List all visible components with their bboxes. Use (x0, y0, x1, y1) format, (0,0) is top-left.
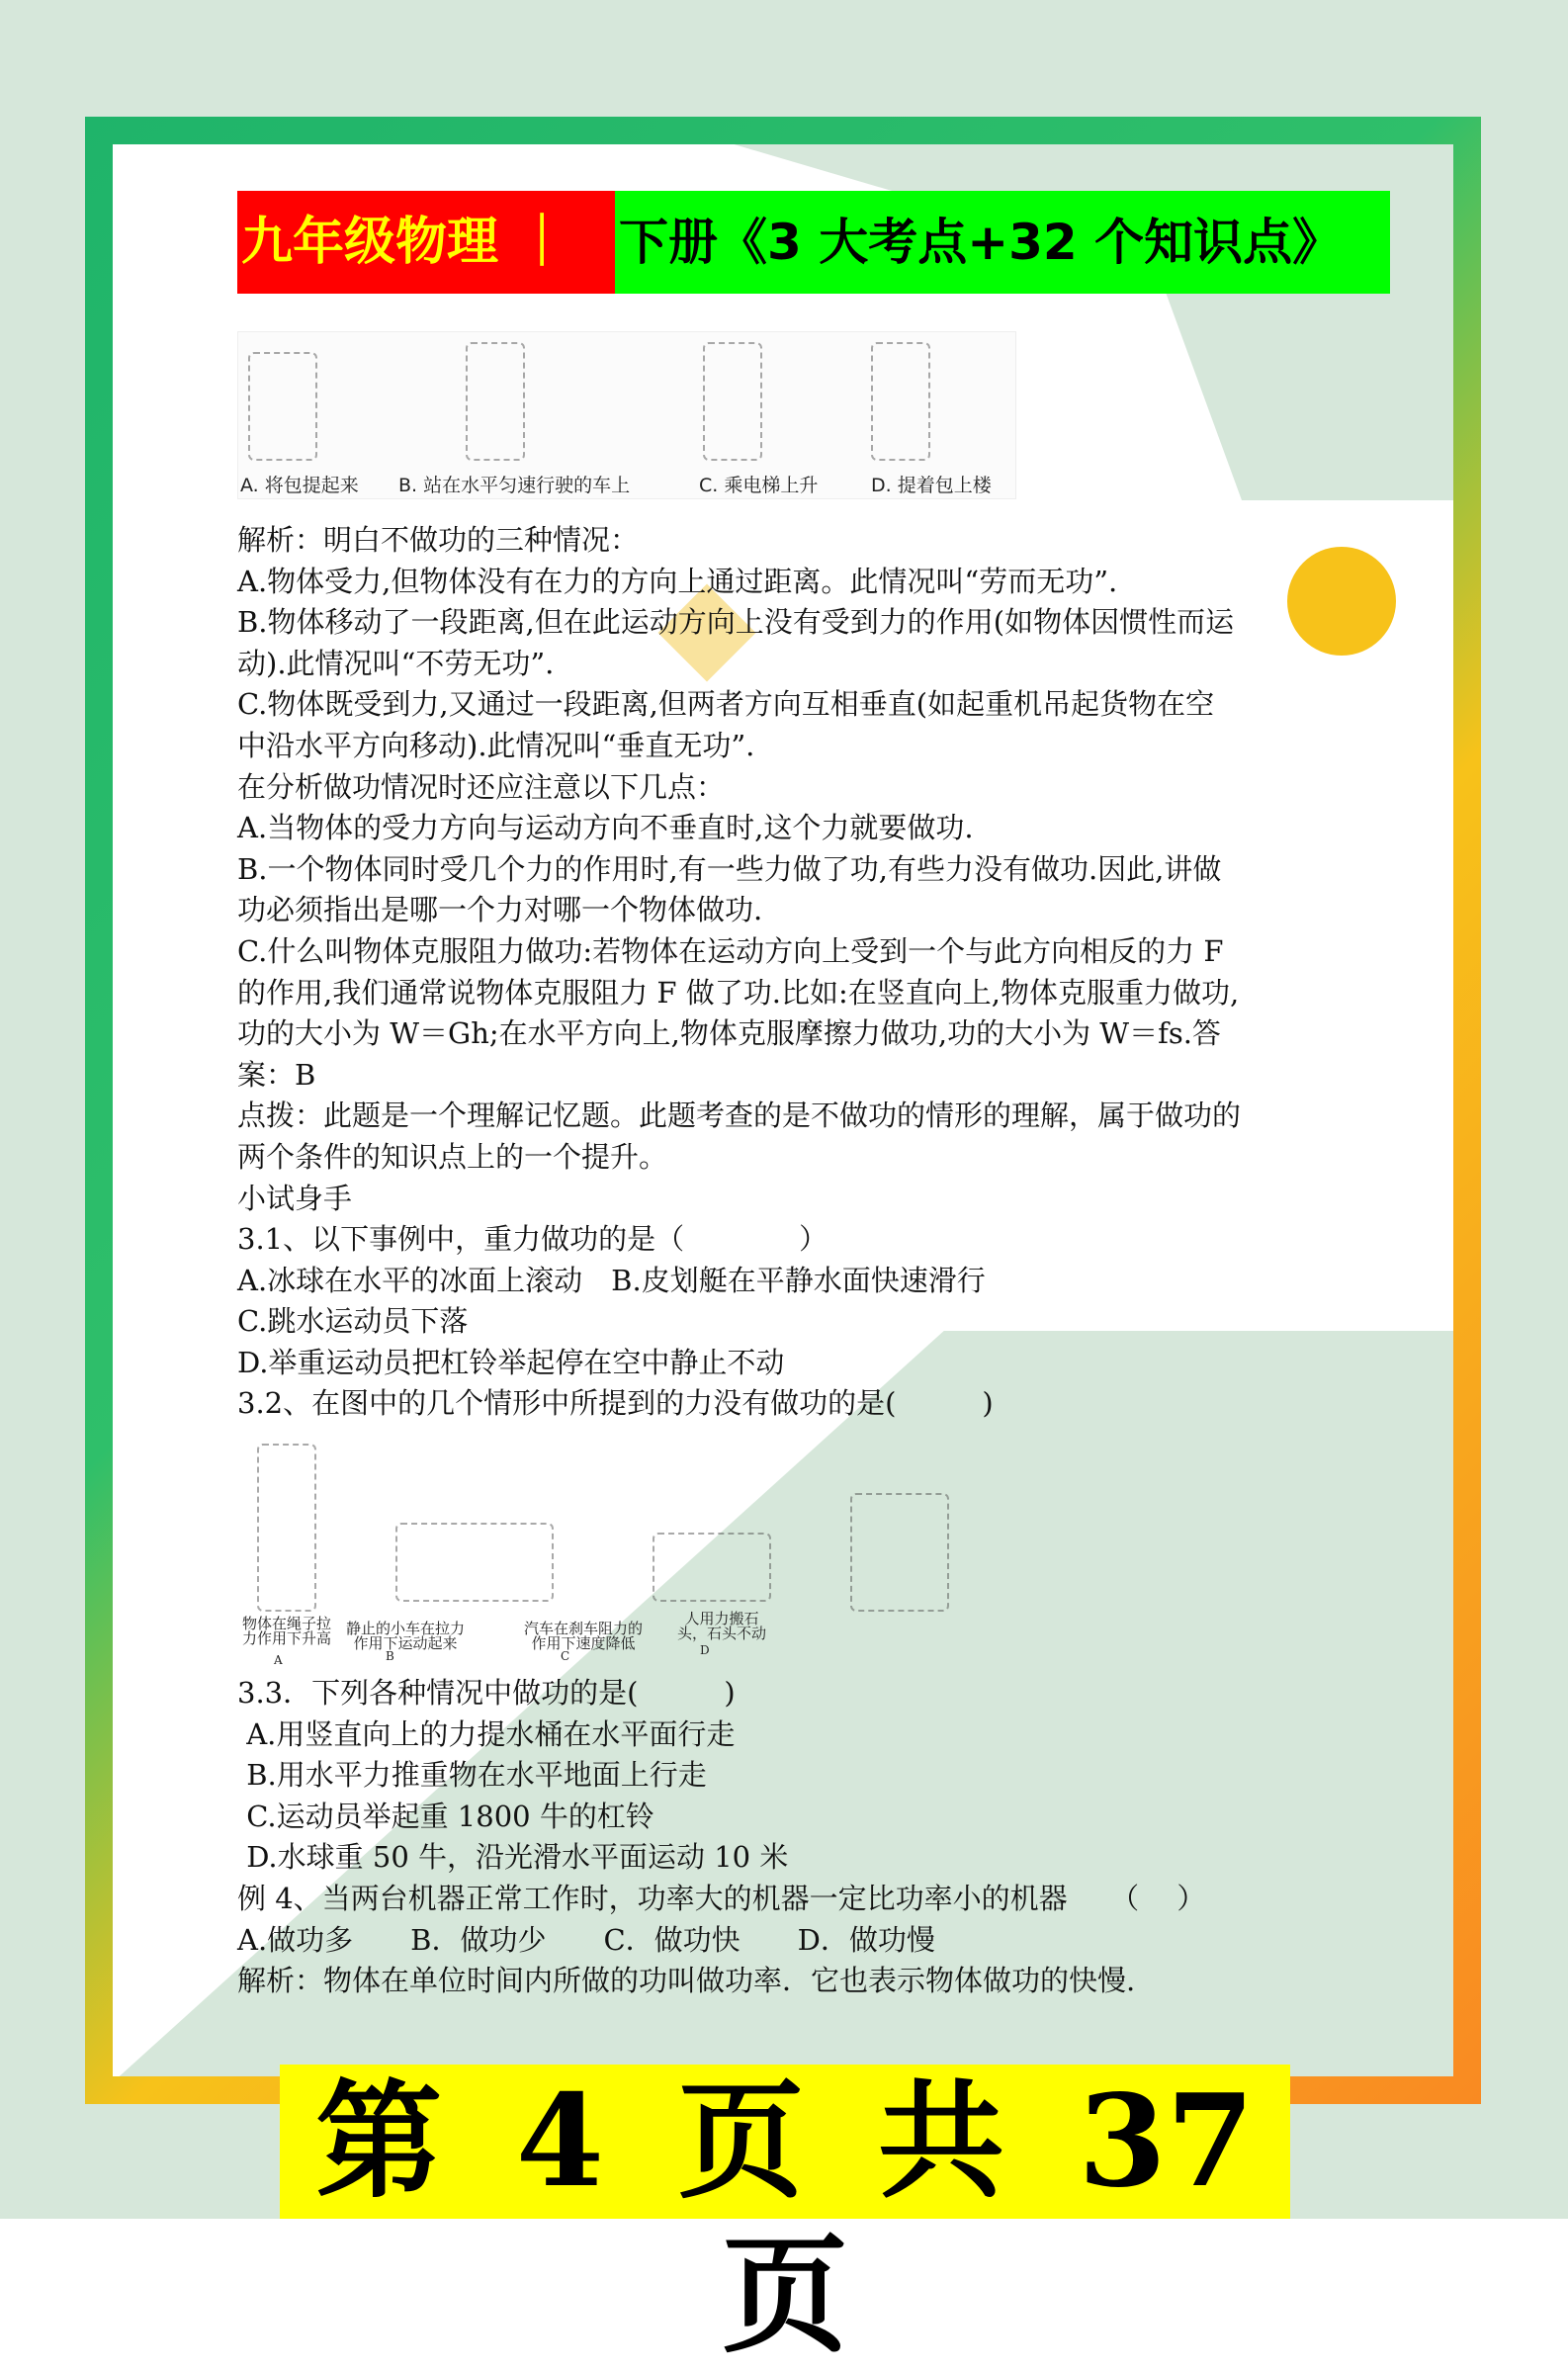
text-line: 在分析做功情况时还应注意以下几点： (237, 769, 726, 804)
caption-b: 静止的小车在拉力 作用下运动起来 (346, 1620, 466, 1652)
figure-c-art (703, 342, 762, 461)
text-line: B.物体移动了一段距离,但在此运动方向上没有受到力的作用(如物体因惯性而运 (237, 605, 1235, 640)
text-line: B.用水平力推重物在水平地面上行走 (237, 1758, 707, 1793)
text-line: 案：B (237, 1057, 316, 1092)
subject-label: 九年级物理 ｜ (237, 191, 615, 294)
text-line: A.做功多 B．做功少 C．做功快 D．做功慢 (237, 1922, 935, 1957)
text-line: 功必须指出是哪一个力对哪一个物体做功. (237, 893, 763, 927)
text-line: 解析：明白不做功的三种情况： (237, 523, 640, 557)
text-line: A.用竖直向上的力提水桶在水平面行走 (237, 1716, 736, 1751)
caption-c: 汽车在刹车阻力的 作用下速度降低 (524, 1620, 644, 1652)
text-line: D.水球重 50 牛，沿光滑水平面运动 10 米 (237, 1840, 789, 1875)
text-line: 的作用,我们通常说物体克服阻力 F 做了功.比如:在竖直向上,物体克服重力做功, (237, 975, 1240, 1010)
letter-b: B (386, 1649, 394, 1663)
text-line: 功的大小为 W＝Gh;在水平方向上,物体克服摩擦力做功,功的大小为 W＝fs.答 (237, 1016, 1221, 1051)
letter-a: A (274, 1653, 283, 1667)
figure-stone-art (850, 1493, 949, 1612)
text-line: 例 4、当两台机器正常工作时，功率大的机器一定比功率小的机器 （ ） (237, 1881, 1206, 1915)
caption-a: A. 将包提起来 (240, 475, 359, 496)
text-line: 解析：物体在单位时间内所做的功叫做功率．它也表示物体做功的快慢. (237, 1964, 1136, 1998)
text-line: C.什么叫物体克服阻力做功:若物体在运动方向上受到一个与此方向相反的力 F (237, 933, 1224, 968)
figure-force-scenarios (237, 1434, 1028, 1671)
letter-d: D (700, 1643, 710, 1657)
caption-c: C. 乘电梯上升 (699, 475, 819, 496)
text-line: C.物体既受到力,又通过一段距离,但两者方向互相垂直(如起重机吊起货物在空 (237, 687, 1215, 722)
figure-a-art (248, 352, 317, 461)
text-line: A.当物体的受力方向与运动方向不垂直时,这个力就要做功. (237, 811, 974, 845)
text-line: D.举重运动员把杠铃举起停在空中静止不动 (237, 1345, 785, 1379)
figure-cart-art (395, 1523, 554, 1602)
text-line: 小试身手 (237, 1181, 353, 1215)
body-text-1 (237, 520, 1354, 1425)
caption-b: B. 站在水平匀速行驶的车上 (398, 475, 631, 496)
text-line: 点拨：此题是一个理解记忆题。此题考查的是不做功的情形的理解，属于做功的 (237, 1099, 1242, 1133)
caption-d: D. 提着包上楼 (871, 475, 992, 496)
figure-b-art (466, 342, 525, 461)
text-line: A.物体受力,但物体没有在力的方向上通过距离。此情况叫“劳而无功”. (237, 564, 1118, 598)
text-line: 动).此情况叫“不劳无功”. (237, 646, 555, 680)
caption-a: 物体在绳子拉 力作用下升高 (242, 1615, 332, 1647)
text-line: 3.2、在图中的几个情形中所提到的力没有做功的是( ) (237, 1386, 994, 1421)
caption-d: 人用力搬石 头，石头不动 (677, 1610, 767, 1642)
document-title: 下册《3 大考点+32 个知识点》 (615, 191, 1390, 294)
text-line: A.冰球在水平的冰面上滚动 B.皮划艇在平静水面快速滑行 (237, 1263, 986, 1297)
figure-work-scenarios (237, 331, 1016, 499)
text-line: 中沿水平方向移动).此情况叫“垂直无功”. (237, 728, 755, 762)
figure-d-art (871, 342, 930, 461)
figure-pulley-art (257, 1444, 316, 1612)
text-line: 3.1、以下事例中，重力做功的是（ ） (237, 1222, 828, 1257)
body-text-2 (237, 1673, 1354, 2002)
figure-car-art (653, 1533, 771, 1602)
letter-c: C (561, 1649, 570, 1663)
text-line: C.跳水运动员下落 (237, 1304, 469, 1339)
text-line: B.一个物体同时受几个力的作用时,有一些力做了功,有些力没有做功.因此,讲做 (237, 851, 1222, 886)
text-line: C.运动员举起重 1800 牛的杠铃 (237, 1799, 654, 1833)
text-line: 两个条件的知识点上的一个提升。 (237, 1139, 668, 1174)
text-line: 3.3．下列各种情况中做功的是( ) (237, 1676, 736, 1710)
page-number-banner: 第 4 页 共 37 页 (280, 2065, 1290, 2219)
